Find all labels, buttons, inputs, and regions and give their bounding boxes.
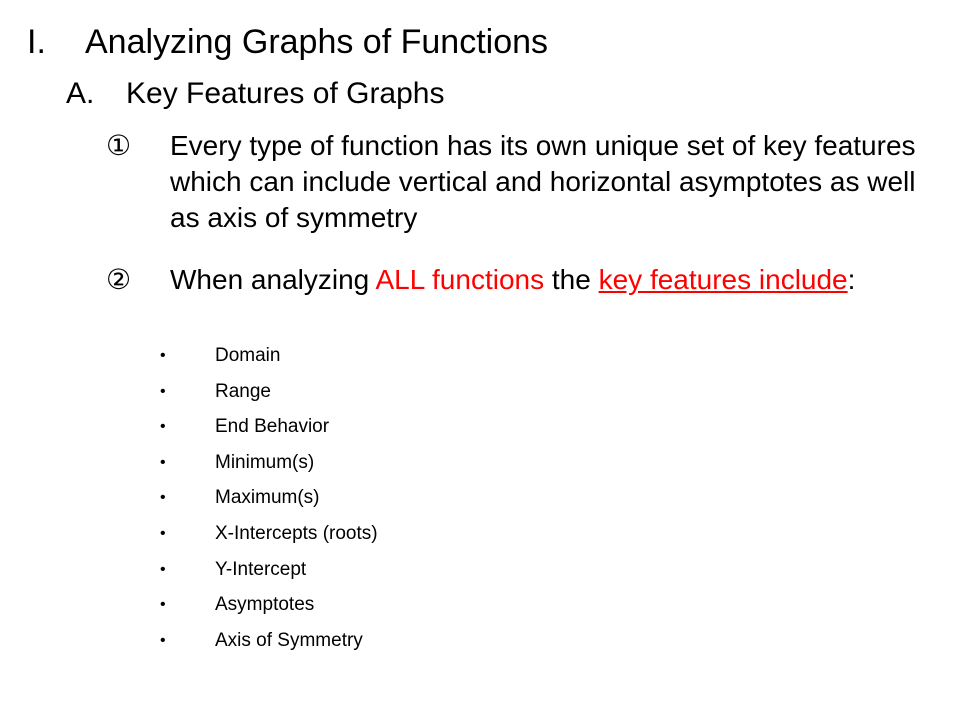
highlight-all-functions: ALL functions xyxy=(375,264,545,295)
item2-text-middle: the xyxy=(544,264,599,295)
list-item-label: X-Intercepts (roots) xyxy=(215,522,378,544)
item2-text-after: : xyxy=(847,264,856,295)
heading-level1 xyxy=(27,20,548,64)
heading-level2 xyxy=(66,74,445,114)
heading-level1-number: I. xyxy=(27,23,46,61)
numbered-item-1-text: Every type of function has its own unique set of key features which can include vertical and horizontal asymptotes as well as axis of symmetry xyxy=(170,130,916,233)
bullet-icon: • xyxy=(160,489,166,507)
list-item-label: Maximum(s) xyxy=(215,487,320,509)
list-item-label: Asymptotes xyxy=(215,594,315,616)
bullet-icon: • xyxy=(160,596,166,614)
list-item-label: Y-Intercept xyxy=(215,558,307,580)
list-item-label: Range xyxy=(215,380,271,402)
heading-level2-number: A. xyxy=(66,77,95,110)
bullet-icon: • xyxy=(160,418,166,436)
item2-text-before: When analyzing xyxy=(170,264,376,295)
bullet-icon: • xyxy=(160,453,166,471)
circled-number-2: ② xyxy=(106,264,132,295)
highlight-key-features: key features include xyxy=(598,264,848,295)
circled-number-1: ① xyxy=(106,130,132,161)
heading-level1-title: Analyzing Graphs of Functions xyxy=(85,23,549,61)
heading-level2-title: Key Features of Graphs xyxy=(126,77,445,110)
bullet-icon: • xyxy=(160,382,166,400)
list-item-label: Minimum(s) xyxy=(215,451,315,473)
list-item-label: Domain xyxy=(215,345,281,366)
list-item-label: Axis of Symmetry xyxy=(215,629,363,651)
bullet-icon: • xyxy=(160,347,166,364)
bullet-icon: • xyxy=(160,560,166,578)
numbered-item-2-text xyxy=(170,262,930,298)
bullet-icon: • xyxy=(160,524,166,542)
bullet-icon: • xyxy=(160,631,166,649)
list-item-label: End Behavior xyxy=(215,416,330,438)
